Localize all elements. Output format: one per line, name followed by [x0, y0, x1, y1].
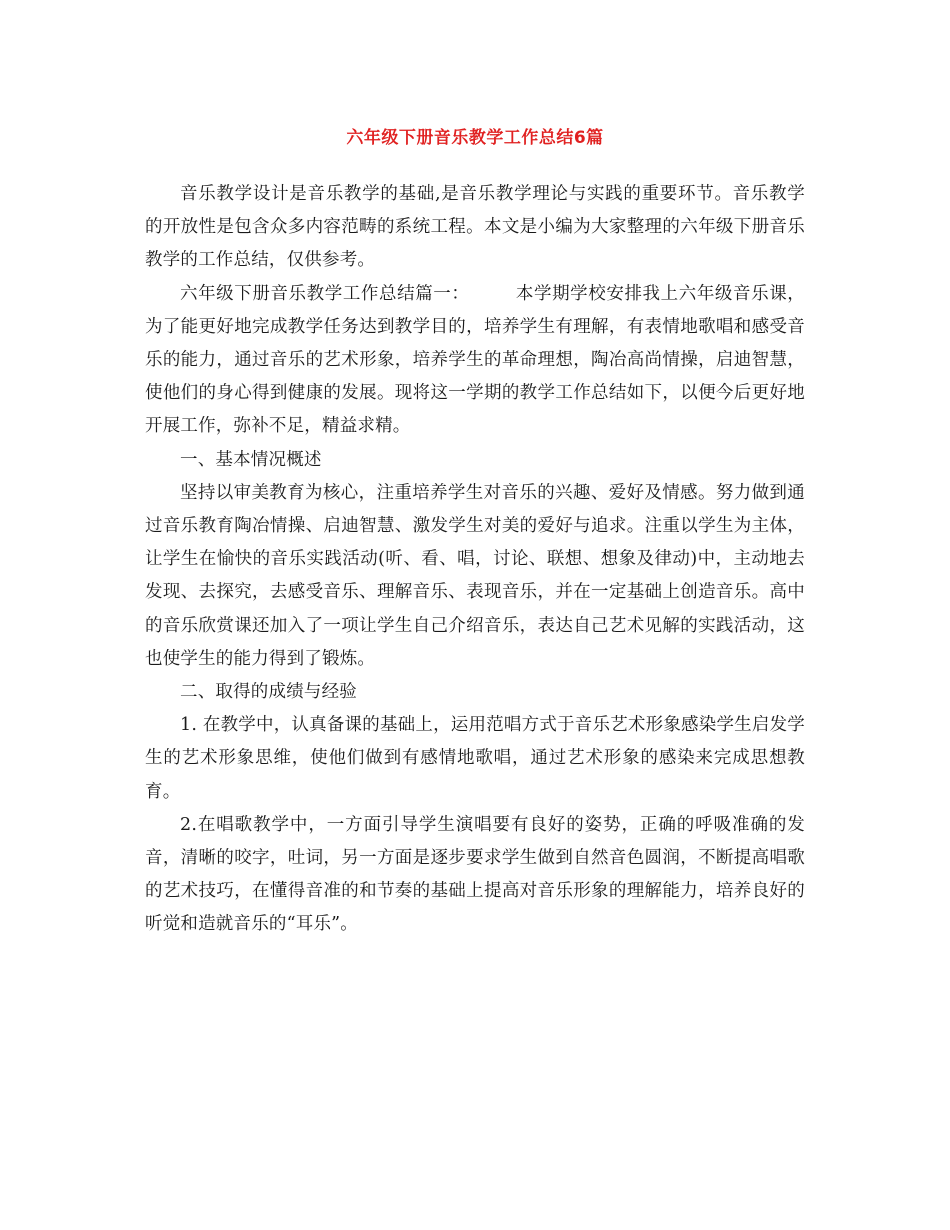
intro-paragraph: 音乐教学设计是音乐教学的基础,是音乐教学理论与实践的重要环节。音乐教学的开放性是包含众多内容范畴的系统工程。本文是小编为大家整理的六年级下册音乐教学的工作总结，仅供参考。: [145, 184, 805, 271]
section-1-heading: 一、基本情况概述: [180, 449, 322, 470]
section-2-heading: 二、取得的成绩与经验: [180, 682, 357, 703]
section-1-paragraph: 坚持以审美教育为核心，注重培养学生对音乐的兴趣、爱好及情感。努力做到通过音乐教育陶冶情操、启迪智慧、激发学生对美的爱好与追求。注重以学生为主体，让学生在愉快的音乐实践活动(听、看、唱，讨论、联想、想象及律动)中，主动地去发现、去探究，去感受音乐、理解音乐、表现音乐，并在一定基础上创造音乐。高中的音乐欣赏课还加入了一项让学生自己介绍音乐，表达自己艺术见解的实践活动，这也使学生的能力得到了锻炼。: [145, 482, 805, 669]
list-item-2: 2.在唱歌教学中，一方面引导学生演唱要有良好的姿势，正确的呼吸准确的发音，清晰的咬字，吐词，另一方面是逐步要求学生做到自然音色圆润，不断提高唱歌的艺术技巧，在懂得音准的和节奏的基础上提高对音乐形象的理解能力，培养良好的听觉和造就音乐的“耳乐”。: [145, 814, 805, 935]
list-item-1: 1. 在教学中，认真备课的基础上，运用范唱方式于音乐艺术形象感染学生启发学生的艺术形象思维，使他们做到有感情地歌唱，通过艺术形象的感染来完成思想教育。: [145, 715, 805, 802]
document-title: 六年级下册音乐教学工作总结6篇: [346, 128, 604, 148]
article-1-paragraph: [145, 278, 805, 444]
article-1-heading: 六年级下册音乐教学工作总结篇一：: [180, 283, 470, 304]
document-body: [145, 178, 805, 942]
article-1-lead: 本学期学校安排我上六年级音乐课，为了能更好地完成教学任务达到教学目的，培养学生有理解，有表情地歌唱和感受音乐的能力，通过音乐的艺术形象，培养学生的革命理想，陶冶高尚情操，启迪智慧，使他们的身心得到健康的发展。现将这一学期的教学工作总结如下，以便今后更好地开展工作，弥补不足，精益求精。: [145, 283, 805, 437]
